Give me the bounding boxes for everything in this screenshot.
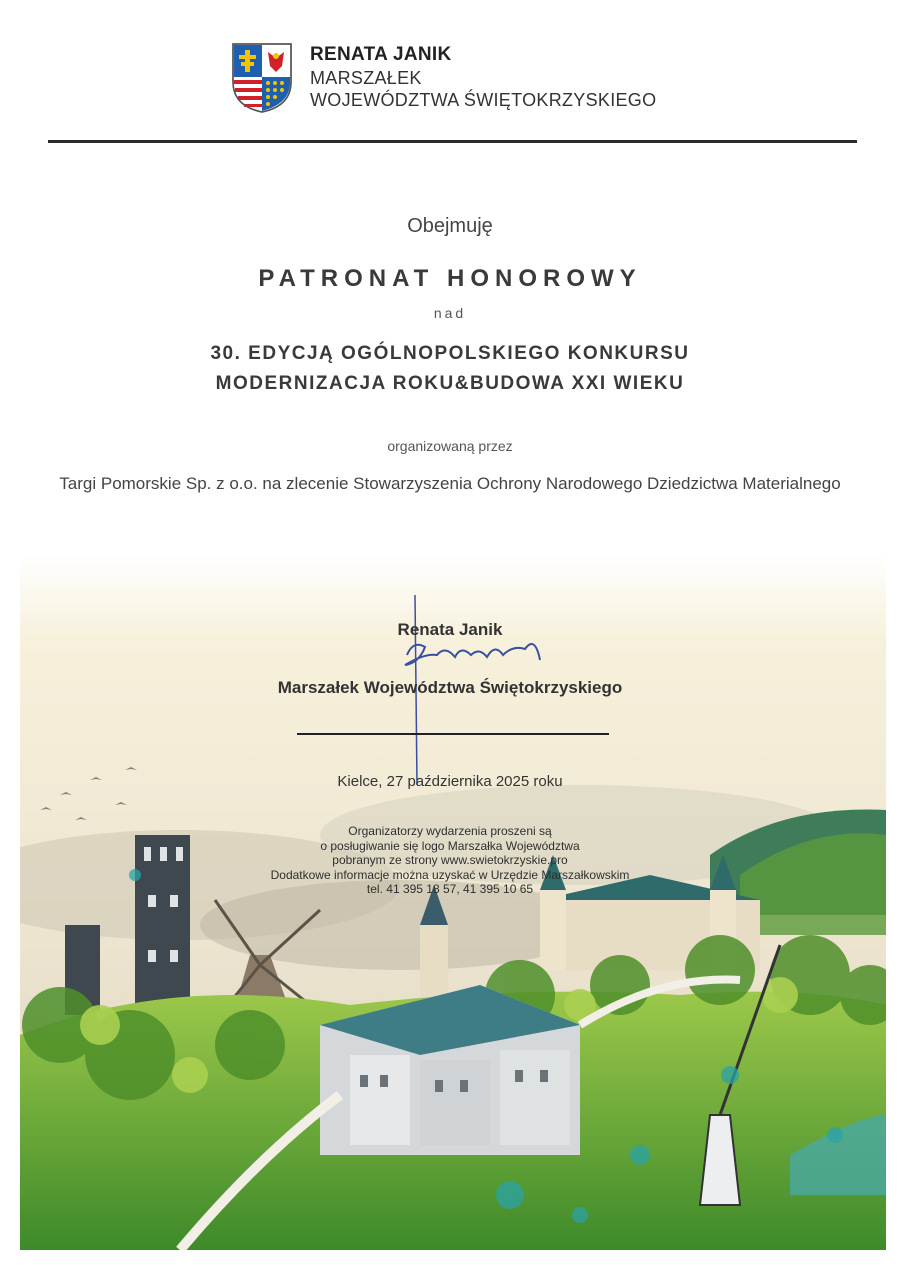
organizer-text: Targi Pomorskie Sp. z o.o. na zlecenie Stowarzyszenia Ochrony Narodowego Dziedzictwa Materialnego <box>59 474 841 493</box>
note-line: Organizatorzy wydarzenia proszeni są <box>348 824 552 838</box>
intro-text: Obejmuję <box>407 215 493 237</box>
organizer-notes <box>0 824 900 897</box>
header-role: MARSZAŁEK <box>310 68 422 88</box>
organized-by-text: organizowaną przez <box>387 438 513 454</box>
signature-line <box>297 733 609 735</box>
coat-of-arms-icon <box>231 42 293 114</box>
note-line: Dodatkowe informacje można uzyskać w Urzędzie Marszałkowskim <box>270 867 630 882</box>
note-line: tel. 41 395 18 57, 41 395 10 65 <box>366 882 534 896</box>
note-line: pobranym ze strony www.swietokrzyskie.pro <box>332 853 568 867</box>
place-and-date: Kielce, 27 października 2025 roku <box>337 773 563 790</box>
header-divider <box>48 140 857 143</box>
edition-title-line-2: MODERNIZACJA ROKU&BUDOWA XXI WIEKU <box>215 373 685 394</box>
header-region: WOJEWÓDZTWA ŚWIĘTOKRZYSKIEGO <box>310 90 657 110</box>
signatory-name: Renata Janik <box>397 620 503 639</box>
note-line: o posługiwanie się logo Marszałka Województwa <box>320 838 580 853</box>
header-name: RENATA JANIK <box>310 44 452 65</box>
over-text: nad <box>433 305 467 321</box>
edition-title-line-1: 30. EDYCJĄ OGÓLNOPOLSKIEGO KONKURSU <box>210 343 690 364</box>
signatory-role: Marszałek Województwa Świętokrzyskiego <box>277 678 623 697</box>
patronage-title: PATRONAT HONOROWY <box>258 265 642 292</box>
